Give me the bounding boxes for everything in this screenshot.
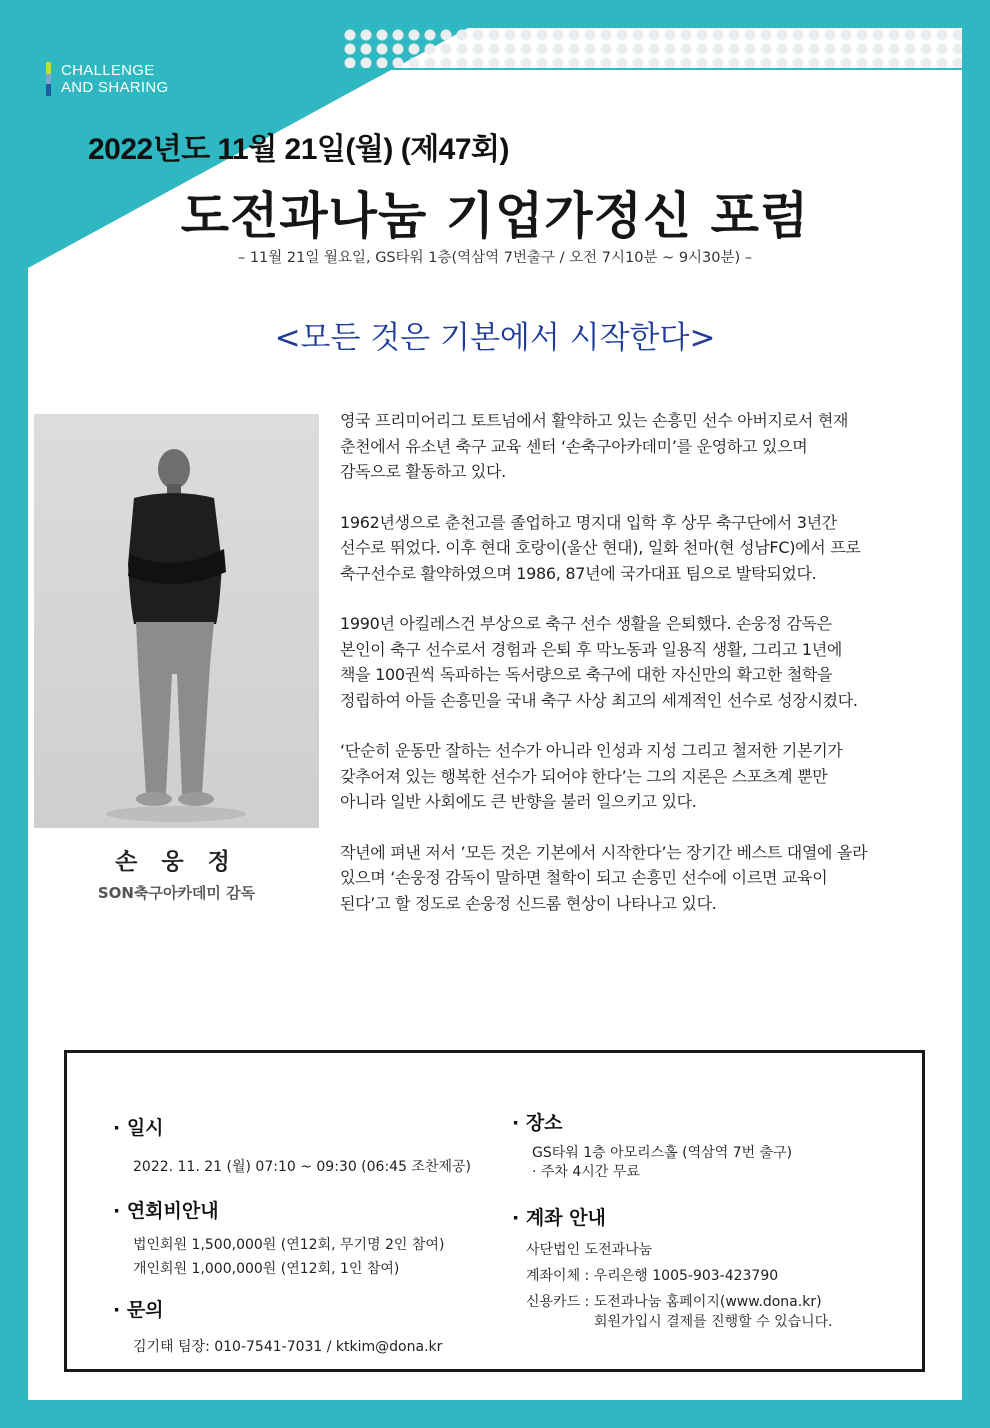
bio-paragraph-2 bbox=[340, 510, 952, 587]
contact-heading: · 문의 bbox=[113, 1299, 164, 1321]
bio-paragraph-5 bbox=[340, 840, 952, 917]
speaker-name: 손 웅 정 bbox=[115, 849, 238, 875]
speaker-title: SON축구아카데미 감독 bbox=[97, 884, 256, 902]
brand-line-1: CHALLENGE bbox=[61, 62, 155, 79]
account-text bbox=[526, 1237, 833, 1335]
contact-text: 김기태 팀장: 010-7541-7031 / ktkim@dona.kr bbox=[133, 1339, 443, 1355]
bio-paragraph-4 bbox=[340, 738, 952, 815]
bio-line: 춘천에서 유소년 축구 교육 센터 ‘손축구아카데미’를 운영하고 있으며 bbox=[340, 436, 808, 456]
poster-frame bbox=[28, 28, 962, 1400]
bio-line: 1962년생으로 춘천고를 졸업하고 명지대 입학 후 상무 축구단에서 3년간 bbox=[340, 512, 837, 532]
bio-line: 감독으로 활동하고 있다. bbox=[340, 462, 506, 481]
speaker-silhouette-icon bbox=[34, 414, 319, 828]
account-transfer: 계좌이체 : 우리은행 1005-903-423790 bbox=[526, 1268, 779, 1284]
schedule-text: 2022. 11. 21 (월) 07:10 ~ 09:30 (06:45 조찬제공) bbox=[133, 1159, 471, 1175]
header-rule bbox=[358, 68, 962, 70]
bio-line: 선수로 뛰었다. 이후 현대 호랑이(울산 현대), 일화 천마(현 성남FC)에서 프로 bbox=[340, 538, 861, 557]
speaker-bio bbox=[340, 408, 952, 941]
fee-corporate: 법인회원 1,500,000원 (연12회, 무기명 2인 참여) bbox=[133, 1237, 445, 1253]
bio-line: 작년에 펴낸 저서 ’모든 것은 기본에서 시작한다’는 장기간 베스트 대열에 올라 bbox=[340, 842, 868, 862]
venue-address: GS타워 1층 아모리스홀 (역삼역 7번 출구) bbox=[532, 1145, 793, 1161]
fee-text bbox=[133, 1233, 444, 1281]
venue-parking: · 주차 4시간 무료 bbox=[532, 1164, 640, 1180]
bio-line: ‘단순히 운동만 잘하는 선수가 아니라 인성과 지성 그리고 철저한 기본기가 bbox=[340, 741, 843, 760]
bio-line: 책을 100권씩 독파하는 독서량으로 축구에 대한 자신만의 확고한 철학을 bbox=[340, 665, 833, 684]
bio-line: 정립하여 아들 손흥민을 국내 축구 사상 최고의 세계적인 선수로 성장시켰다. bbox=[340, 690, 858, 710]
venue-heading: · 장소 bbox=[512, 1112, 563, 1134]
bio-line: 1990년 아킬레스건 부상으로 축구 선수 생활을 은퇴했다. 손웅정 감독은 bbox=[340, 614, 832, 633]
fee-individual: 개인회원 1,000,000원 (연12회, 1인 참여) bbox=[133, 1261, 400, 1277]
bio-line: 축구선수로 활약하였으며 1986, 87년에 국가대표 팀으로 발탁되었다. bbox=[340, 563, 817, 583]
bio-line: 있으며 ‘손웅정 감독이 말하면 철학이 되고 손흥민 선수에 이르면 교육이 bbox=[340, 868, 828, 887]
lecture-topic: <모든 것은 기본에서 시작한다> bbox=[274, 320, 716, 356]
page-title: 도전과나눔 기업가정신 포럼 bbox=[180, 187, 810, 245]
bio-paragraph-1 bbox=[340, 408, 952, 485]
bio-line: 갖추어져 있는 행복한 선수가 되어야 한다’는 그의 지론은 스포츠계 뿐만 bbox=[340, 766, 828, 786]
venue-text bbox=[532, 1141, 792, 1184]
account-card-note: 회원가입시 결제를 진행할 수 있습니다. bbox=[594, 1314, 833, 1330]
account-org: 사단법인 도전과나눔 bbox=[526, 1242, 653, 1258]
fee-heading: · 연회비안내 bbox=[113, 1200, 219, 1222]
speaker-photo bbox=[34, 414, 319, 828]
brand-logo bbox=[46, 62, 168, 96]
bio-line: 된다’고 할 정도로 손웅정 신드롬 현상이 나타나고 있다. bbox=[340, 893, 717, 913]
bio-line: 영국 프리미어리그 토트넘에서 활약하고 있는 손흥민 선수 아버지로서 현재 bbox=[340, 411, 849, 430]
bio-line: 본인이 축구 선수로서 경험과 은퇴 후 막노동과 일용직 생활, 그리고 1년에 bbox=[340, 639, 843, 659]
bio-paragraph-3 bbox=[340, 611, 952, 713]
schedule-heading: · 일시 bbox=[113, 1117, 164, 1139]
account-heading: · 계좌 안내 bbox=[512, 1207, 606, 1229]
event-info-box bbox=[64, 1050, 925, 1372]
bio-line: 아니라 일반 사회에도 큰 반향을 불러 일으키고 있다. bbox=[340, 792, 697, 811]
brand-bars-icon bbox=[46, 62, 51, 96]
brand-text bbox=[61, 62, 168, 96]
dot-pattern bbox=[342, 28, 962, 68]
brand-line-2: AND SHARING bbox=[61, 79, 169, 96]
account-card: 신용카드 : 도전과나눔 홈페이지(www.dona.kr) bbox=[526, 1294, 822, 1310]
event-date: 2022년도 11월 21일(월) (제47회) bbox=[88, 133, 510, 166]
event-subtitle: – 11월 21일 월요일, GS타워 1층(역삼역 7번출구 / 오전 7시10분 ~ 9시30분) – bbox=[237, 250, 753, 266]
